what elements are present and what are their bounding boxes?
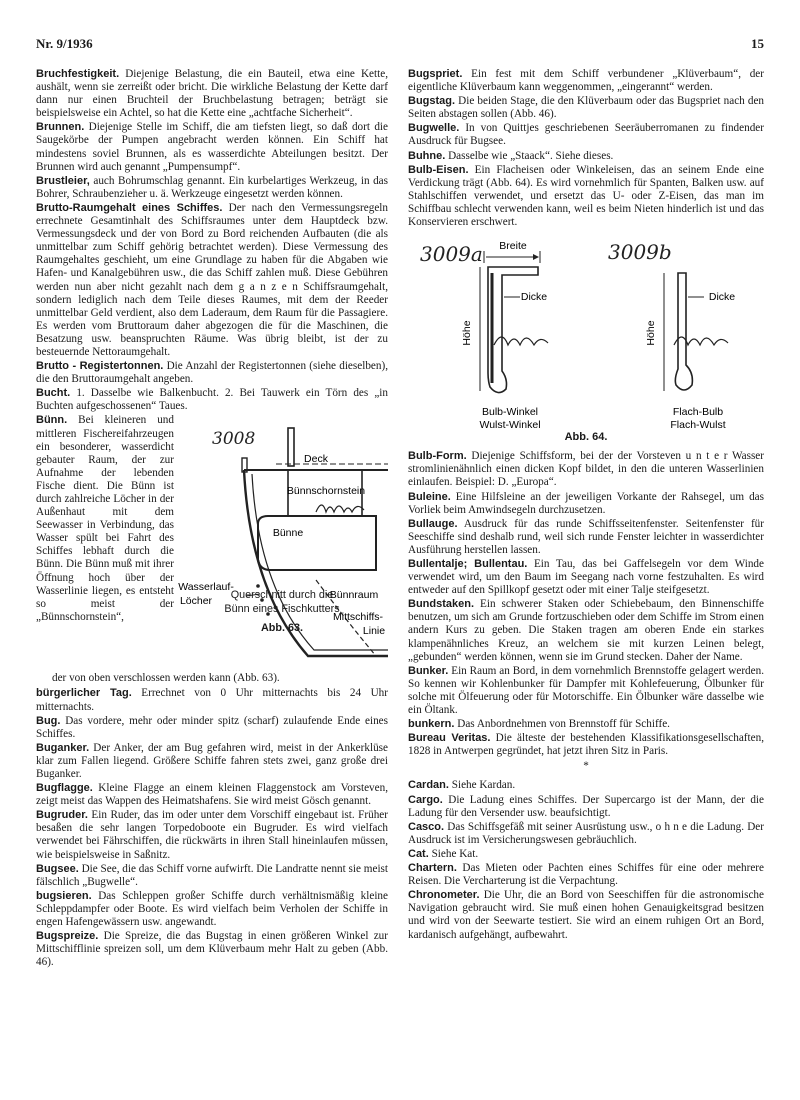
- entry-term: Bugwelle.: [408, 122, 460, 135]
- buennraum-label: Bünnraum: [329, 589, 379, 602]
- entry-term: Bullentalje; Bullentau.: [408, 557, 528, 570]
- entry-text: Das Mieten oder Pachten eines Schiffes für eine oder mehrere Reisen. Die Vercharterung ist die Verpachtung.: [408, 862, 764, 888]
- issue-number: Nr. 9/1936: [36, 36, 93, 51]
- entry: [36, 890, 388, 929]
- entry-text: Diejenige Schiffsform, bei der der Vorsteven u n t e r Wasser stromlinienähnlich einen dicken Kopf bildet, in den die unteren Wasserlinien einlaufen. Beispiel: D. „Europa“.: [408, 450, 764, 489]
- thickness-label-left: Dicke: [520, 291, 548, 304]
- entry: [408, 732, 764, 758]
- entry-text: Siehe Kat.: [428, 847, 479, 860]
- entry-text: Diejenige Belastung, die ein Bauteil, etwa eine Kette, aushält, wenn sie zerreißt oder bricht. Die wirkliche Belastung der Kette darf dann nur einen Bruchteil der Bruchbelastung betragen; beträgt sie beispielsweise ein Achtel, so hat die Kette eine „achtfache Sicherheit“.: [36, 68, 388, 120]
- entry-text: Ein Raum an Bord, in dem vornehmlich Brennstoffe gelagert werden. So kennen wir Kohlenbunker für Dampfer mit Kohlefeuerung, Ölbunker für solche mit Ölfeuerung oder für Motorschiffe. Ein Ölbunker wäre dasselbe wie ein Öltank.: [408, 664, 764, 716]
- entry: [36, 863, 388, 889]
- entry-term: Cat.: [408, 847, 429, 860]
- profile-left-line-1: Bulb-Winkel: [481, 406, 539, 419]
- midline-label-2: Linie: [362, 625, 386, 638]
- right-entries-c: [408, 779, 764, 941]
- entry: [408, 68, 764, 94]
- entry-term: Cargo.: [408, 793, 443, 806]
- entry: [408, 862, 764, 888]
- entry-term: Brutto - Registertonnen.: [36, 360, 164, 373]
- entry-text: Errechnet von 0 Uhr mitternachts bis 24 Uhr mitternachts.: [36, 687, 388, 713]
- entry-term: Bureau Veritas.: [408, 732, 491, 745]
- profile-left-line-2: Wulst-Winkel: [479, 419, 541, 430]
- entry: [36, 202, 388, 359]
- entry-term: Bullauge.: [408, 517, 458, 530]
- entry: [408, 450, 764, 489]
- entry-term: Bugspriet.: [408, 68, 463, 80]
- entry: [36, 742, 388, 781]
- entry: [36, 175, 388, 201]
- width-label: Breite: [499, 240, 527, 253]
- entry-term: Brustleier,: [36, 174, 90, 187]
- entry: [408, 718, 764, 731]
- profile-right-line-1: Flach-Bulb: [672, 406, 724, 419]
- entry: [408, 150, 764, 163]
- entry-term: Chronometer.: [408, 889, 480, 902]
- entry-text: Ein Flacheisen oder Winkeleisen, das an seinem Ende eine Verdickung trägt (Abb. 64). Es wird vornehmlich für Spanten, Balken usw. auf Stahlschiffen verwendet, und ersetzt das U- oder Z-Eisen, das man im Schiffbau schlecht verwenden kann, weil es beim Nieten hinderlich ist und das Konservieren erschwert.: [408, 163, 764, 229]
- entry-term: Buleine.: [408, 490, 451, 503]
- entry: [36, 782, 388, 808]
- entry-text: Die Anzahl der Registertonnen (siehe dieselben), die den Bruttoraumgehalt angeben.: [36, 360, 388, 386]
- midline-label-1: Mittschiffs-: [333, 611, 383, 624]
- entry-term: Bundstaken.: [408, 598, 475, 611]
- left-entries-b: [36, 687, 388, 969]
- entry-term: Bruchfestigkeit.: [36, 68, 120, 80]
- entry: [408, 848, 764, 861]
- entry-text: Die älteste der bestehenden Klassifikationsgesellschaften, 1828 in Antwerpen gegründet, hat jetzt ihren Sitz in Paris.: [408, 732, 764, 758]
- entry-term: Bulb-Form.: [408, 450, 467, 463]
- entry-term: Bugsee.: [36, 862, 79, 875]
- entry-term: Cardan.: [408, 779, 449, 792]
- entry-text: Kleine Flagge an einem kleinen Flaggenstock am Vorsteven, zeigt meist das Wappen des Heimatshafens. Sie wird meist Gösch genannt.: [36, 782, 388, 808]
- deck-label: Deck: [304, 453, 328, 466]
- entry-term: Brunnen.: [36, 121, 85, 134]
- entry-text: Das vordere, mehr oder minder spitz (scharf) zulaufende Ende eines Schiffes.: [36, 714, 388, 740]
- entry-term: bürgerlicher Tag.: [36, 687, 132, 700]
- entry-text: Das Schiffsgefäß mit seiner Ausrüstung usw., o h n e die Ladung. Der Ausdruck ist im Versicherungswesen gebräuchlich.: [408, 820, 764, 846]
- entry-text: Ein fest mit dem Schiff verbundener „Klüverbaum“, der eigentliche Klüverbaum kann weggenommen, „eingerannt“ werden.: [408, 68, 764, 94]
- entry-text: Siehe Kardan.: [448, 779, 516, 792]
- holes-label-1: Wasserlauf-: [178, 581, 234, 594]
- entry-text: Die Uhr, die an Bord von Seeschiffen für die astronomische Navigation gebraucht wird. Sie muß einen hohen Genauigkeitsgrad besitzen und wird von der Seewarte testiert. Sie wird an einem ruhigen Ort an Bord, kardanisch aufgehängt, aufbewahrt.: [408, 889, 764, 941]
- flat-bulb-shape: [675, 273, 692, 390]
- entry-term: bugsieren.: [36, 889, 92, 902]
- entry: [408, 122, 764, 148]
- entry-term: Bugstag.: [408, 95, 456, 108]
- left-entries-a: [36, 68, 388, 413]
- entry-text: Ausdruck für das runde Schiffsseitenfenster. Seitenfenster für Seeschiffe sind deshalb rund, weil sich runde Fenster leichter in wasserdichter Ausführung herstellen lassen.: [408, 517, 764, 556]
- bulb-angle-shape: [488, 267, 538, 393]
- buenn-box: [258, 516, 376, 570]
- entry: [408, 598, 764, 663]
- signature-mark: [316, 505, 364, 512]
- entry-text: Die See, die das Schiff vorne aufwirft. Die Landratte nennt sie meist fälschlich „Bugwelle“.: [36, 862, 389, 888]
- entry-term: Bugspreize.: [36, 930, 99, 943]
- right-entries-a: [408, 68, 764, 229]
- entry: [36, 68, 388, 120]
- entry: [36, 687, 388, 713]
- entry: [408, 779, 764, 792]
- profile-right-line-2: Flach-Wulst: [670, 419, 726, 430]
- entry-term: Casco.: [408, 820, 445, 833]
- entry-text: Ein Ruder, das im oder unter dem Vorschiff eingebaut ist. Früher besaßen die sehr langen Torpedoboote ein Bugruder. Es wird vielfach verwendet bei Fährschiffen, die rückwärts in ihren Stall hineinlaufen müssen, wie beispielsweise in Saßnitz.: [36, 809, 388, 861]
- entry: [408, 95, 764, 121]
- entry-text: In von Quittjes geschriebenen Seeräuberromanen zu findender Ausdruck für Bugsee.: [408, 122, 764, 148]
- entry-term: Buhne.: [408, 149, 446, 162]
- entry-term: Bucht.: [36, 387, 71, 400]
- buenne-label: Bünne: [272, 527, 304, 540]
- height-label-left: Höhe: [461, 320, 473, 346]
- entry: [408, 518, 764, 557]
- entry: [36, 360, 388, 386]
- entry-term: Chartern.: [408, 862, 457, 875]
- caption-line-2: Bünn eines Fischkutters: [224, 603, 340, 616]
- buenn-text-after: der von oben verschlossen werden kann (Abb. 63).: [52, 672, 280, 685]
- figure-number: Abb. 63.: [261, 622, 303, 635]
- figure-64: [408, 233, 764, 444]
- entry-text: Der Anker, der am Bug gefahren wird, meist in der Ankerklüse klar zum Fallen liegend. Größere Schiffe fahren stets zwei, ganz große drei Buganker.: [36, 741, 388, 780]
- entry-text: Die Ladung eines Schiffes. Der Supercargo ist der Mann, der die Ladung für den Versender usw. beaufsichtigt.: [408, 793, 764, 819]
- entry-text: auch Bohrumschlag genannt. Ein kurbelartiges Werkzeug, in das Bohrer, Schraubenzieher u. ä. Werkzeuge eingesetzt werden können.: [36, 174, 388, 200]
- archive-stamp: 3008: [212, 429, 256, 450]
- entry-term: Bunker.: [408, 664, 449, 677]
- entry-text: Die Spreize, die das Bugstag in einen größeren Winkel zur Mittschifflinie spreizen soll, um dem Klüverbaum mehr Halt zu geben (Abb. 46).: [36, 930, 388, 969]
- entry-term: Bugruder.: [36, 809, 88, 822]
- page-header: [36, 36, 764, 54]
- entry-text: 1. Dasselbe wie Balkenbucht. 2. Bei Tauwerk ein Törn des „in Buchten aufgeschossenen“ Taues.: [36, 387, 388, 413]
- entry-term: Bünn.: [36, 414, 68, 427]
- entry-term: Bug.: [36, 714, 61, 727]
- right-column: [408, 68, 764, 943]
- page-number: 15: [751, 36, 764, 51]
- entry-term: Buganker.: [36, 741, 90, 754]
- entry: [408, 164, 764, 229]
- height-label-right: Höhe: [645, 320, 657, 346]
- entry: [36, 121, 388, 173]
- entry-term: Bugflagge.: [36, 782, 93, 795]
- entry-text: Der nach den Vermessungsregeln errechnete Gesamtinhalt des Schiffsraumes unter dem Hauptdeck bzw. Vermessungsdeck und der von Bord zu Bord reichenden Aufbauten (die als unmittelbar zum Schiff gehörig betrachtet werden). Diese Vermessung des Raumgehaltes geschieht, um eine Grundlage zu haben für die Abgaben wie Hafen- und Kanalgebühren usw., die das Schiff zahlen muß. Diese Gebühren werden nun aber nicht gezahlt nach dem g a n z e n Schiffsraumgehalt, sondern lediglich nach dem Teile dieses Raumes, mit dem der Reeder unmittelbar Geld verdient, also dem Laderaum, dem Raum für die Passagiere. Es werden vom Bruttoraum daher abgezogen die für die Maschinen, die Besatzung usw. beanspruchten Räume. Was übrig bleibt, ist der zu besteuernde Nettoraumgehalt.: [36, 201, 388, 358]
- entry: [408, 665, 764, 717]
- right-entries-b: [408, 450, 764, 758]
- entry-term: bunkern.: [408, 718, 455, 731]
- entry: [408, 821, 764, 847]
- figure-64-number: Abb. 64.: [564, 431, 608, 444]
- entry: [408, 491, 764, 517]
- entry: [36, 387, 388, 413]
- buenn-entry: [36, 414, 388, 686]
- entry-text: Dasselbe wie „Staack“. Siehe dieses.: [445, 149, 614, 162]
- holes-label-2: Löcher: [179, 595, 213, 608]
- chimney-label: Bünnschornstein: [286, 485, 366, 498]
- entry: [36, 715, 388, 741]
- entry-text: Das Anbordnehmen von Brennstoff für Schiffe.: [454, 718, 670, 731]
- entry: [36, 930, 388, 969]
- entry-text: Eine Hilfsleine an der jeweiligen Vorkante der Rahsegel, um das Vorliek beim Amwindsegeln durchzusetzen.: [408, 490, 764, 516]
- bulb-profile-diagram: [408, 233, 764, 429]
- entry: [408, 558, 764, 597]
- entry-text: Diejenige Stelle im Schiff, die am tiefsten liegt, so daß dort die Saugekörbe der Pumpen angebracht werden können. Ein Schiff hat mindestens soviel Brunnen, als es wasserdichte Abteilungen besitzt. Der Brunnen wird auch genannt „Pumpensumpf“.: [36, 121, 388, 173]
- entry-text: Ein schwerer Staken oder Schiebebaum, den Binnenschiffe benutzen, um sich am Grunde fortzuschieben oder dem Schiffe im Strom einen andern Kurs zu geben. Die Staken tragen am oberen Ende ein starkes klampenähnliches Kreuz, an welchem sie mit kurzen Leinen belegt, „gebunden“ werden können, wenn sie im Grund stecken. Daher der Name.: [408, 598, 764, 663]
- entry: [36, 809, 388, 861]
- archive-stamp-left: 3009a: [420, 242, 483, 267]
- left-column: [36, 68, 388, 970]
- caption-line-1: Querschnitt durch die: [230, 589, 334, 602]
- entry: [408, 794, 764, 820]
- figure-63-caption: [176, 588, 388, 638]
- section-separator: *: [583, 760, 589, 773]
- entry-term: Brutto-Raumgehalt eines Schiffes.: [36, 201, 223, 214]
- entry-text: Das Schleppen großer Schiffe durch verhältnismäßig kleine Schleppdampfer oder Boote. Es wird vielfach beim Verholen der Schiffe in engen Hafengewässern usw. angewandt.: [36, 889, 388, 929]
- entry-term: Bulb-Eisen.: [408, 163, 469, 176]
- thickness-label-right: Dicke: [708, 291, 736, 304]
- entry-text: Bei kleineren und mittleren Fischereifahrzeugen ein besonderer, wasserdicht gebauter Raum, der zur Aufnahme der lebenden Fische dient. Die Bünn ist durch zahlreiche Löcher in der Außenhaut mit dem Seewasser in Verbindung, das Wasser spült bei Fahrt des Schiffes lebhaft durch die Bünn. Die Bünn muß mit ihrer Öffnung hoch über der Wasserlinie liegen, es entsteht so meist der „Bünnschornstein“,: [36, 414, 174, 623]
- figure-63: [176, 420, 388, 672]
- entry-text: Die beiden Stage, die den Klüverbaum oder das Bugspriet nach den Seiten abstagen sollen (Abb. 46).: [408, 95, 764, 121]
- buenn-text: [36, 414, 174, 624]
- entry-text: Ein Tau, das bei Gaffelsegeln vor dem Winde verwendet wird, um den Baum im Seegang nach vorne festzuhalten. Es wird entweder auf den Spillkopf gesetzt oder mit einer Talje steifgesetzt.: [408, 557, 764, 597]
- archive-stamp-right: 3009b: [608, 240, 672, 265]
- entry: [408, 889, 764, 941]
- stanchion-shape: [288, 428, 294, 466]
